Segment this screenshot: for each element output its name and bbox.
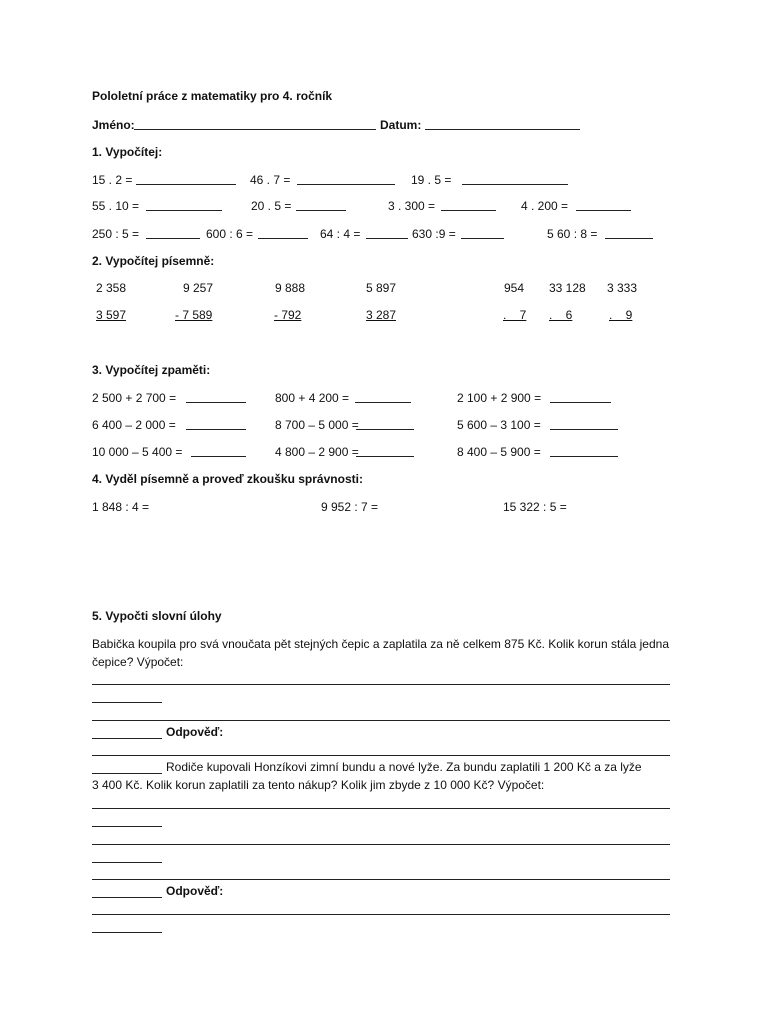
operand-bottom: . 6 — [549, 308, 573, 322]
exercise-3-7: 10 000 – 5 400 = — [92, 445, 183, 459]
answer-blank[interactable] — [462, 184, 568, 185]
operand-top: 5 897 — [366, 281, 397, 295]
word-problem-1: Babička koupila pro svá vnoučata pět stejných čepic a zaplatila za ně celkem 875 Kč. Kolik korun stála jedna čepice? Výpočet: — [92, 637, 669, 669]
answer-blank[interactable] — [258, 238, 308, 239]
date-label: Datum: — [380, 118, 422, 132]
answer-line[interactable] — [92, 702, 162, 703]
exercise-3-9: 8 400 – 5 900 = — [457, 445, 541, 459]
answer-line[interactable] — [92, 720, 670, 721]
operand-bottom: 3 597 — [96, 308, 127, 322]
exercise-1-3: 19 . 5 = — [411, 173, 452, 187]
answer-line[interactable] — [92, 755, 670, 756]
exercise-1-2: 46 . 7 = — [250, 173, 291, 187]
answer-line[interactable] — [92, 862, 162, 863]
exercise-1-5: 20 . 5 = — [251, 199, 292, 213]
word-problem-2-line-2: 3 400 Kč. Kolik korun zaplatili za tento nákup? Kolik jim zbyde z 10 000 Kč? Výpočet: — [92, 778, 545, 792]
date-blank[interactable] — [425, 129, 580, 130]
section-2-heading: 2. Vypočítej písemně: — [92, 254, 215, 268]
answer-blank[interactable] — [296, 210, 346, 211]
answer-blank[interactable] — [191, 456, 246, 457]
name-label: Jméno: — [92, 118, 135, 132]
answer-blank[interactable] — [550, 402, 611, 403]
answer-blank[interactable] — [550, 429, 618, 430]
answer-label: Odpověď: — [166, 725, 224, 739]
division-1: 1 848 : 4 = — [92, 500, 150, 514]
answer-label: Odpověď: — [166, 884, 224, 898]
operand-bottom: - 792 — [274, 308, 302, 322]
answer-blank[interactable] — [461, 238, 504, 239]
answer-blank[interactable] — [605, 238, 653, 239]
exercise-1-10: 64 : 4 = — [320, 227, 361, 241]
exercise-3-4: 6 400 – 2 000 = — [92, 418, 176, 432]
exercise-1-9: 600 : 6 = — [206, 227, 254, 241]
answer-line[interactable] — [92, 826, 162, 827]
answer-blank[interactable] — [441, 210, 496, 211]
answer-blank[interactable] — [356, 429, 414, 430]
answer-blank[interactable] — [356, 456, 414, 457]
division-3: 15 322 : 5 = — [503, 500, 567, 514]
exercise-1-4: 55 . 10 = — [92, 199, 140, 213]
operand-bottom: - 7 589 — [175, 308, 213, 322]
exercise-1-11: 630 :9 = — [412, 227, 456, 241]
exercise-1-1: 15 . 2 = — [92, 173, 133, 187]
word-problem-2-line-1: Rodiče kupovali Honzíkovi zimní bundu a nové lyže. Za bundu zaplatili 1 200 Kč a za lyže — [166, 760, 642, 774]
operand-bottom: 3 287 — [366, 308, 397, 322]
answer-line[interactable] — [92, 808, 670, 809]
exercise-1-7: 4 . 200 = — [521, 199, 569, 213]
answer-blank[interactable] — [297, 184, 395, 185]
operand-top: 33 128 — [549, 281, 586, 295]
answer-blank[interactable] — [576, 210, 631, 211]
exercise-1-12: 5 60 : 8 = — [547, 227, 598, 241]
answer-line[interactable] — [92, 738, 162, 739]
section-3-heading: 3. Vypočítej zpaměti: — [92, 363, 211, 377]
answer-line[interactable] — [92, 684, 670, 685]
exercise-3-3: 2 100 + 2 900 = — [457, 391, 542, 405]
answer-blank[interactable] — [550, 456, 618, 457]
answer-blank[interactable] — [366, 238, 408, 239]
exercise-3-6: 5 600 – 3 100 = — [457, 418, 541, 432]
answer-blank[interactable] — [146, 238, 200, 239]
operand-top: 3 333 — [607, 281, 638, 295]
answer-line[interactable] — [92, 844, 670, 845]
operand-top: 2 358 — [96, 281, 127, 295]
operand-bottom: . 7 — [503, 308, 527, 322]
answer-line[interactable] — [92, 773, 162, 774]
answer-blank[interactable] — [355, 402, 411, 403]
exercise-1-8: 250 : 5 = — [92, 227, 140, 241]
answer-blank[interactable] — [136, 184, 236, 185]
exercise-3-1: 2 500 + 2 700 = — [92, 391, 177, 405]
operand-top: 954 — [504, 281, 525, 295]
answer-line[interactable] — [92, 897, 162, 898]
section-5-heading: 5. Vypočti slovní úlohy — [92, 609, 222, 623]
answer-blank[interactable] — [186, 402, 246, 403]
exercise-1-6: 3 . 300 = — [388, 199, 436, 213]
answer-line[interactable] — [92, 879, 670, 880]
exercise-3-8: 4 800 – 2 900 = — [275, 445, 359, 459]
answer-blank[interactable] — [146, 210, 222, 211]
division-2: 9 952 : 7 = — [321, 500, 379, 514]
answer-blank[interactable] — [186, 429, 246, 430]
operand-top: 9 257 — [183, 281, 214, 295]
section-4-heading: 4. Vyděl písemně a proveď zkoušku správnosti: — [92, 472, 363, 486]
exercise-3-2: 800 + 4 200 = — [275, 391, 350, 405]
page-title: Pololetní práce z matematiky pro 4. ročník — [92, 89, 333, 103]
answer-line[interactable] — [92, 914, 670, 915]
operand-bottom: . 9 — [609, 308, 633, 322]
exercise-3-5: 8 700 – 5 000 = — [275, 418, 359, 432]
answer-line[interactable] — [92, 932, 162, 933]
name-blank[interactable] — [134, 129, 376, 130]
operand-top: 9 888 — [275, 281, 306, 295]
section-1-heading: 1. Vypočítej: — [92, 145, 163, 159]
